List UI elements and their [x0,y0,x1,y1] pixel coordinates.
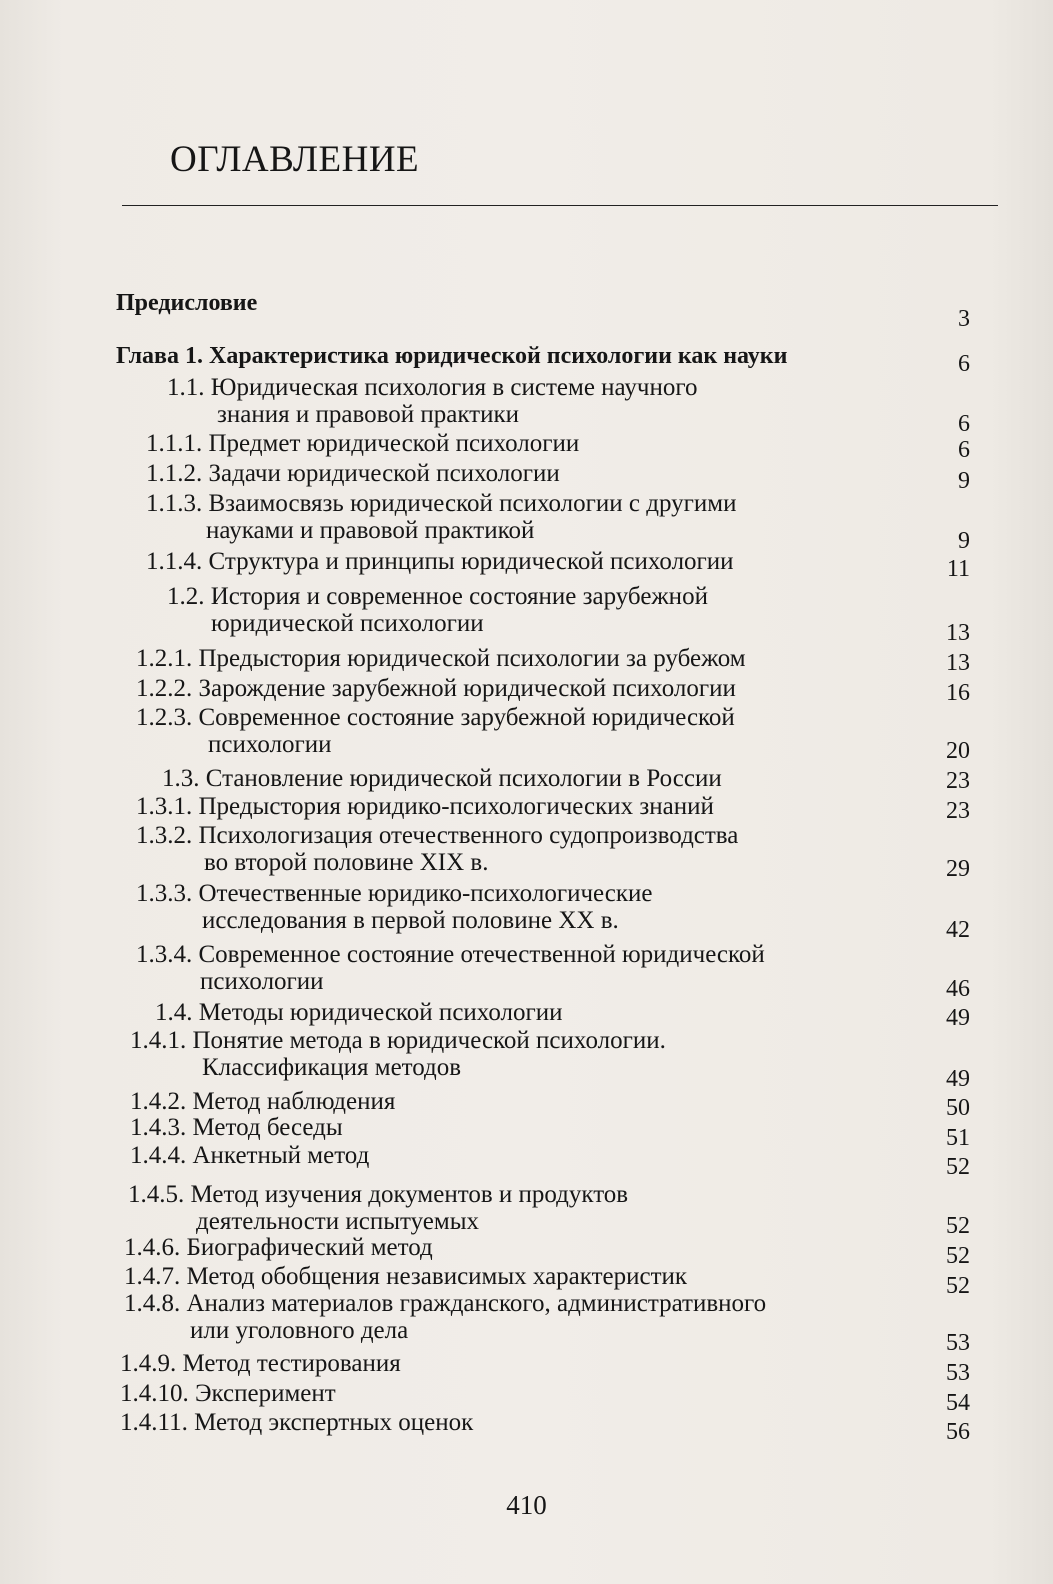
toc-entry-line: знания и правовой практики [217,401,519,428]
toc-page-number: 6 [958,437,970,463]
toc-page-number: 52 [946,1243,970,1269]
toc-entry-line: Классификация методов [202,1054,462,1081]
toc-page-number: 16 [946,680,970,706]
toc-page-number: 49 [946,1005,970,1031]
toc-entry-line: 1.3.3. Отечественные юридико-психологические [136,880,653,907]
toc-entry-line: 1.4.4. Анкетный метод [130,1142,370,1169]
toc-entry-line: 1.4.3. Метод беседы [130,1114,343,1141]
toc-entry-line: 1.2.1. Предыстория юридической психологии за рубежом [136,645,746,672]
toc-page-number: 29 [946,856,970,882]
toc-entry-line: юридической психологии [211,610,484,637]
toc-page-number: 51 [946,1125,970,1151]
toc-entry-line: 1.4.1. Понятие метода в юридической психологии. [130,1027,666,1054]
toc-page-number: 6 [958,351,970,377]
toc-entry-line: 1.4.10. Эксперимент [120,1380,336,1407]
toc-page-number: 49 [946,1066,970,1092]
toc-entry-line: 1.4.7. Метод обобщения независимых характеристик [124,1263,688,1290]
toc-entry-line: во второй половине XIX в. [204,849,489,876]
toc-entry-line: 1.4.6. Биографический метод [124,1234,433,1261]
page-title: ОГЛАВЛЕНИЕ [170,139,420,180]
toc-entry-line: 1.4.2. Метод наблюдения [130,1088,396,1115]
toc-page-number: 53 [946,1360,970,1386]
toc-entry-line: науками и правовой практикой [206,517,535,544]
toc-entry-line: 1.1. Юридическая психология в системе научного [167,374,698,401]
toc-entry-line: 1.1.4. Структура и принципы юридической психологии [146,548,734,575]
toc-entry-line: 1.2.3. Современное состояние зарубежной юридической [136,704,735,731]
toc-page-number: 23 [946,768,970,794]
toc-entry-line: 1.4. Методы юридической психологии [155,999,563,1026]
toc-entry-line: 1.3. Становление юридической психологии в России [162,765,722,792]
toc-page-number: 23 [946,798,970,824]
toc-page-number: 52 [946,1213,970,1239]
toc-entry-line: или уголовного дела [190,1317,409,1344]
toc-entry-line: 1.4.5. Метод изучения документов и продуктов [128,1181,629,1208]
toc-page-number: 9 [958,528,970,554]
toc-page-number: 13 [946,620,970,646]
toc-page-number: 9 [958,468,970,494]
toc-entry-line: 1.3.2. Психологизация отечественного судопроизводства [136,822,739,849]
toc-page-number: 11 [946,556,970,582]
toc-page-number: 50 [946,1095,970,1121]
toc-entry-line: 1.2.2. Зарождение зарубежной юридической психологии [136,675,736,702]
toc-entry-line: 1.4.11. Метод экспертных оценок [120,1409,474,1436]
toc-entry-line: 1.1.3. Взаимосвязь юридической психологии с другими [146,490,737,517]
toc-entry-line: 1.4.8. Анализ материалов гражданского, административного [124,1290,767,1317]
toc-entry-line: 1.3.1. Предыстория юридико-психологических знаний [136,793,714,820]
toc-entry-line: 1.1.2. Задачи юридической психологии [146,460,560,487]
toc-page-number: 20 [946,738,970,764]
toc-entry-line: 1.1.1. Предмет юридической психологии [146,430,580,457]
toc-page-number: 54 [946,1390,970,1416]
toc-entry-line: исследования в первой половине XX в. [202,907,619,934]
toc-entry-line: 1.2. История и современное состояние зарубежной [167,583,708,610]
page-number: 410 [506,1490,547,1520]
toc-page-number: 3 [958,306,970,332]
toc-page-number: 13 [946,650,970,676]
toc-page-number: 53 [946,1330,970,1356]
toc-page-number: 52 [946,1273,970,1299]
toc-entry-line: психологии [208,731,332,758]
toc-entry-line: 1.4.9. Метод тестирования [120,1350,401,1377]
toc-entry-line: психологии [200,968,324,995]
toc-page-number: 6 [958,411,970,437]
toc-page-number: 42 [946,917,970,943]
toc-page-number: 52 [946,1154,970,1180]
toc-entry-line: Предисловие [116,290,258,316]
toc-page-number: 46 [946,976,970,1002]
toc-entry-line: 1.3.4. Современное состояние отечественной юридической [136,941,765,968]
toc-entry-line: деятельности испытуемых [196,1208,479,1235]
toc-entry-line: Глава 1. Характеристика юридической психологии как науки [116,343,788,369]
toc-page-number: 56 [946,1419,970,1445]
